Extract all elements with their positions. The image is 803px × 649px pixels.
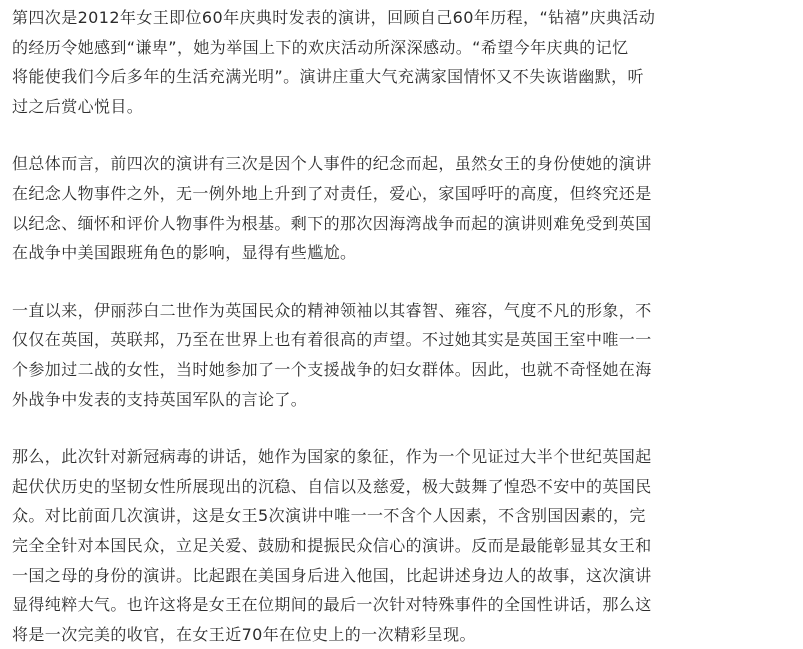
text-line: 起伏伏历史的坚韧女性所展现出的沉稳、自信以及慈爱，极大鼓舞了惶恐不安中的英国民: [12, 476, 652, 496]
text-line: 完全全针对本国民众，立足关爱、鼓励和提振民众信心的演讲。反而是最能彰显其女王和: [12, 535, 652, 555]
text-line: 仅仅在英国，英联邦，乃至在世界上也有着很高的声望。不过她其实是英国王室中唯一一: [12, 330, 652, 350]
text-line: 显得纯粹大气。也许这将是女王在位期间的最后一次针对特殊事件的全国性讲话，那么这: [12, 595, 652, 615]
paragraph-1: [12, 3, 793, 121]
text-line: 过之后赏心悦目。: [12, 96, 144, 116]
text-line: 将是一次完美的收官，在女王近70年在位史上的一次精彩呈现。: [12, 624, 476, 644]
text-line: 那么，此次针对新冠病毒的讲话，她作为国家的象征，作为一个见证过大半个世纪英国起: [12, 447, 652, 467]
text-line: 的经历令她感到“谦卑”，她为举国上下的欢庆活动所深深感动。“希望今年庆典的记忆: [12, 37, 629, 57]
paragraph-4: [12, 442, 793, 649]
text-line: 将能使我们今后多年的生活充满光明”。演讲庄重大气充满家国情怀又不失诙谐幽默，听: [12, 67, 644, 87]
text-line: 以纪念、缅怀和评价人物事件为根基。剩下的那次因海湾战争而起的演讲则难免受到英国: [12, 213, 652, 233]
text-line: 在战争中美国跟班角色的影响，显得有些尴尬。: [12, 243, 357, 263]
text-line: 但总体而言，前四次的演讲有三次是因个人事件的纪念而起，虽然女王的身份使她的演讲: [12, 154, 652, 174]
text-line: 第四次是2012年女王即位60年庆典时发表的演讲，回顾自己60年历程，“钻禧”庆典活动: [12, 8, 656, 27]
text-line: 在纪念人物事件之外，无一例外地上升到了对责任，爱心，家国呼吁的高度，但终究还是: [12, 183, 652, 203]
paragraph-3: [12, 296, 793, 414]
text-line: 外战争中发表的支持英国军队的言论了。: [12, 389, 308, 409]
text-line: 个参加过二战的女性，当时她参加了一个支援战争的妇女群体。因此，也就不奇怪她在海: [12, 359, 652, 379]
paragraph-2: [12, 149, 793, 267]
text-line: 一直以来，伊丽莎白二世作为英国民众的精神领袖以其睿智、雍容，气度不凡的形象，不: [12, 300, 652, 320]
text-line: 一国之母的身份的演讲。比起跟在美国身后进入他国，比起讲述身边人的故事，这次演讲: [12, 565, 652, 585]
text-line: 众。对比前面几次演讲，这是女王5次演讲中唯一一不含个人因素，不含别国因素的，完: [12, 506, 646, 526]
